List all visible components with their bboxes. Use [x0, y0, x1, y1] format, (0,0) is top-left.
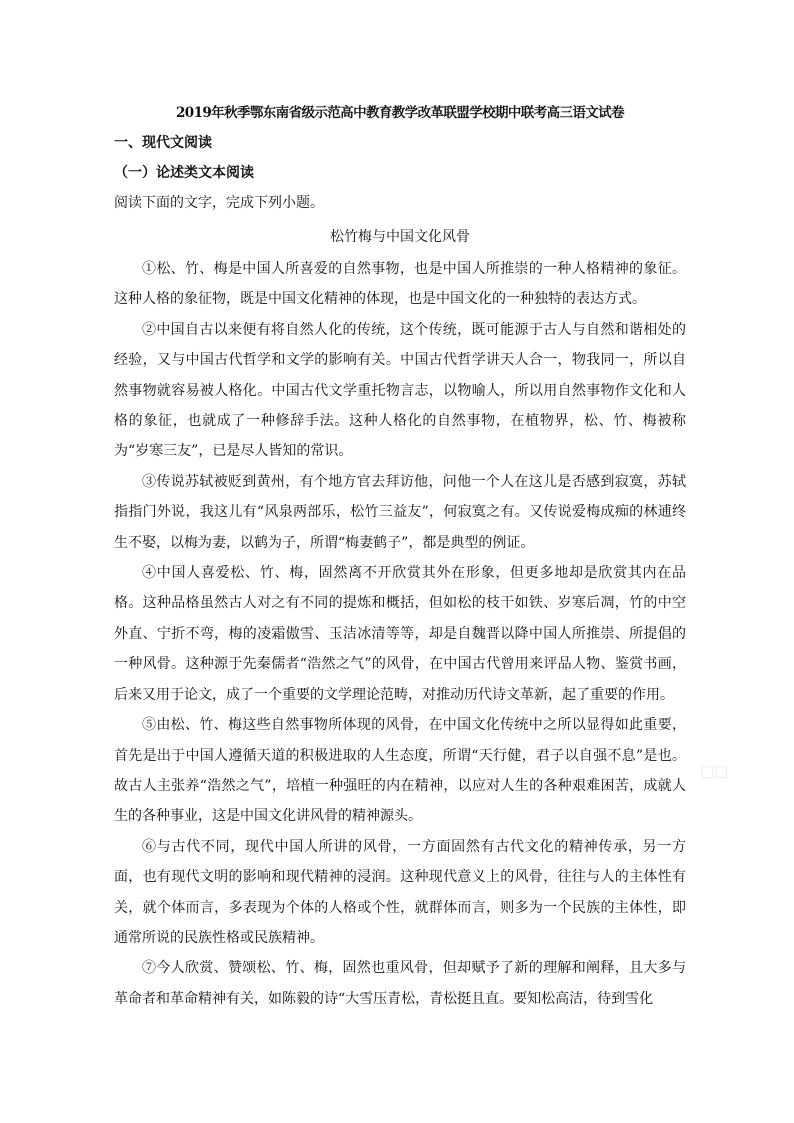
- reading-instruction: 阅读下面的文字，完成下列小题。: [114, 195, 324, 211]
- paragraph-3: ③传说苏轼被贬到黄州，有个地方官去拜访他，问他一个人在这儿是否感到寂寞，苏轼指指门外说，我这儿有“风泉两部乐，松竹三益友”，何寂寞之有。又传说爱梅成痴的林逋终生不娶，以梅为妻，以鹤为子，所谓“梅妻鹤子”，都是典型的例证。: [114, 473, 686, 551]
- paragraph-4: ④中国人喜爱松、竹、梅，固然离不开欣赏其外在形象，但更多地却是欣赏其内在品格。这种品格虽然古人对之有不同的提炼和概括，但如松的枝干如铁、岁寒后凋，竹的中空外直、宁折不弯，梅的凌霜傲雪、玉洁冰清等等，却是自魏晋以降中国人所推崇、所提倡的一种风骨。这种源于先秦儒者“浩然之气”的风骨，在中国古代曾用来评品人物、鉴赏书画，后来又用于论文，成了一个重要的文学理论范畴，对推动历代诗文革新，起了重要的作用。: [114, 565, 686, 703]
- paragraph-7: ⑦今人欣赏、赞颂松、竹、梅，固然也重风骨，但却赋予了新的理解和阐释，且大多与革命者和革命精神有关，如陈毅的诗“大雪压青松，青松挺且直。要知松高洁，待到雪化: [114, 960, 686, 1007]
- subsection-heading: （一）论述类文本阅读: [114, 165, 254, 181]
- article-title: 松竹梅与中国文化风骨: [330, 229, 470, 245]
- document-title: 2019年秋季鄂东南省级示范高中教育教学改革联盟学校期中联考高三语文试卷: [176, 105, 624, 121]
- paragraph-2: ②中国自古以来便有将自然人化的传统，这个传统，既可能源于古人与自然和谐相处的经验，又与中国古代哲学和文学的影响有关。中国古代哲学讲天人合一，物我同一，所以自然事物就容易被人格化。中国古代文学重托物言志，以物喻人，所以用自然事物作文化和人格的象征，也就成了一种修辞手法。这种人格化的自然事物，在植物界，松、竹、梅被称为“岁寒三友”，已是尽人皆知的常识。: [114, 321, 686, 460]
- faint-watermark: □□: [700, 762, 729, 780]
- document-page: [114, 98, 686, 1014]
- paragraph-6: ⑥与古代不同，现代中国人所讲的风骨，一方面固然有古代文化的精神传承，另一方面，也有现代文明的影响和现代精神的浸润。这种现代意义上的风骨，往往与人的主体性有关，就个体而言，多表现为个体的人格或个性，就群体而言，则多为一个民族的主体性，即通常所说的民族性格或民族精神。: [114, 838, 686, 946]
- paragraph-5: ⑤由松、竹、梅这些自然事物所体现的风骨，在中国文化传统中之所以显得如此重要，首先是出于中国人遵循天道的积极进取的人生态度，所谓“天行健，君子以自强不息”是也。故古人主张养“浩然之气”，培植一种强旺的内在精神，以应对人生的各种艰难困苦，成就人生的各种事业，这是中国文化讲风骨的精神源头。: [114, 717, 686, 825]
- paragraph-1: ①松、竹、梅是中国人所喜爱的自然事物，也是中国人所推崇的一种人格精神的象征。这种人格的象征物，既是中国文化精神的体现，也是中国文化的一种独特的表达方式。: [114, 261, 686, 308]
- section-heading: 一、现代文阅读: [114, 135, 212, 151]
